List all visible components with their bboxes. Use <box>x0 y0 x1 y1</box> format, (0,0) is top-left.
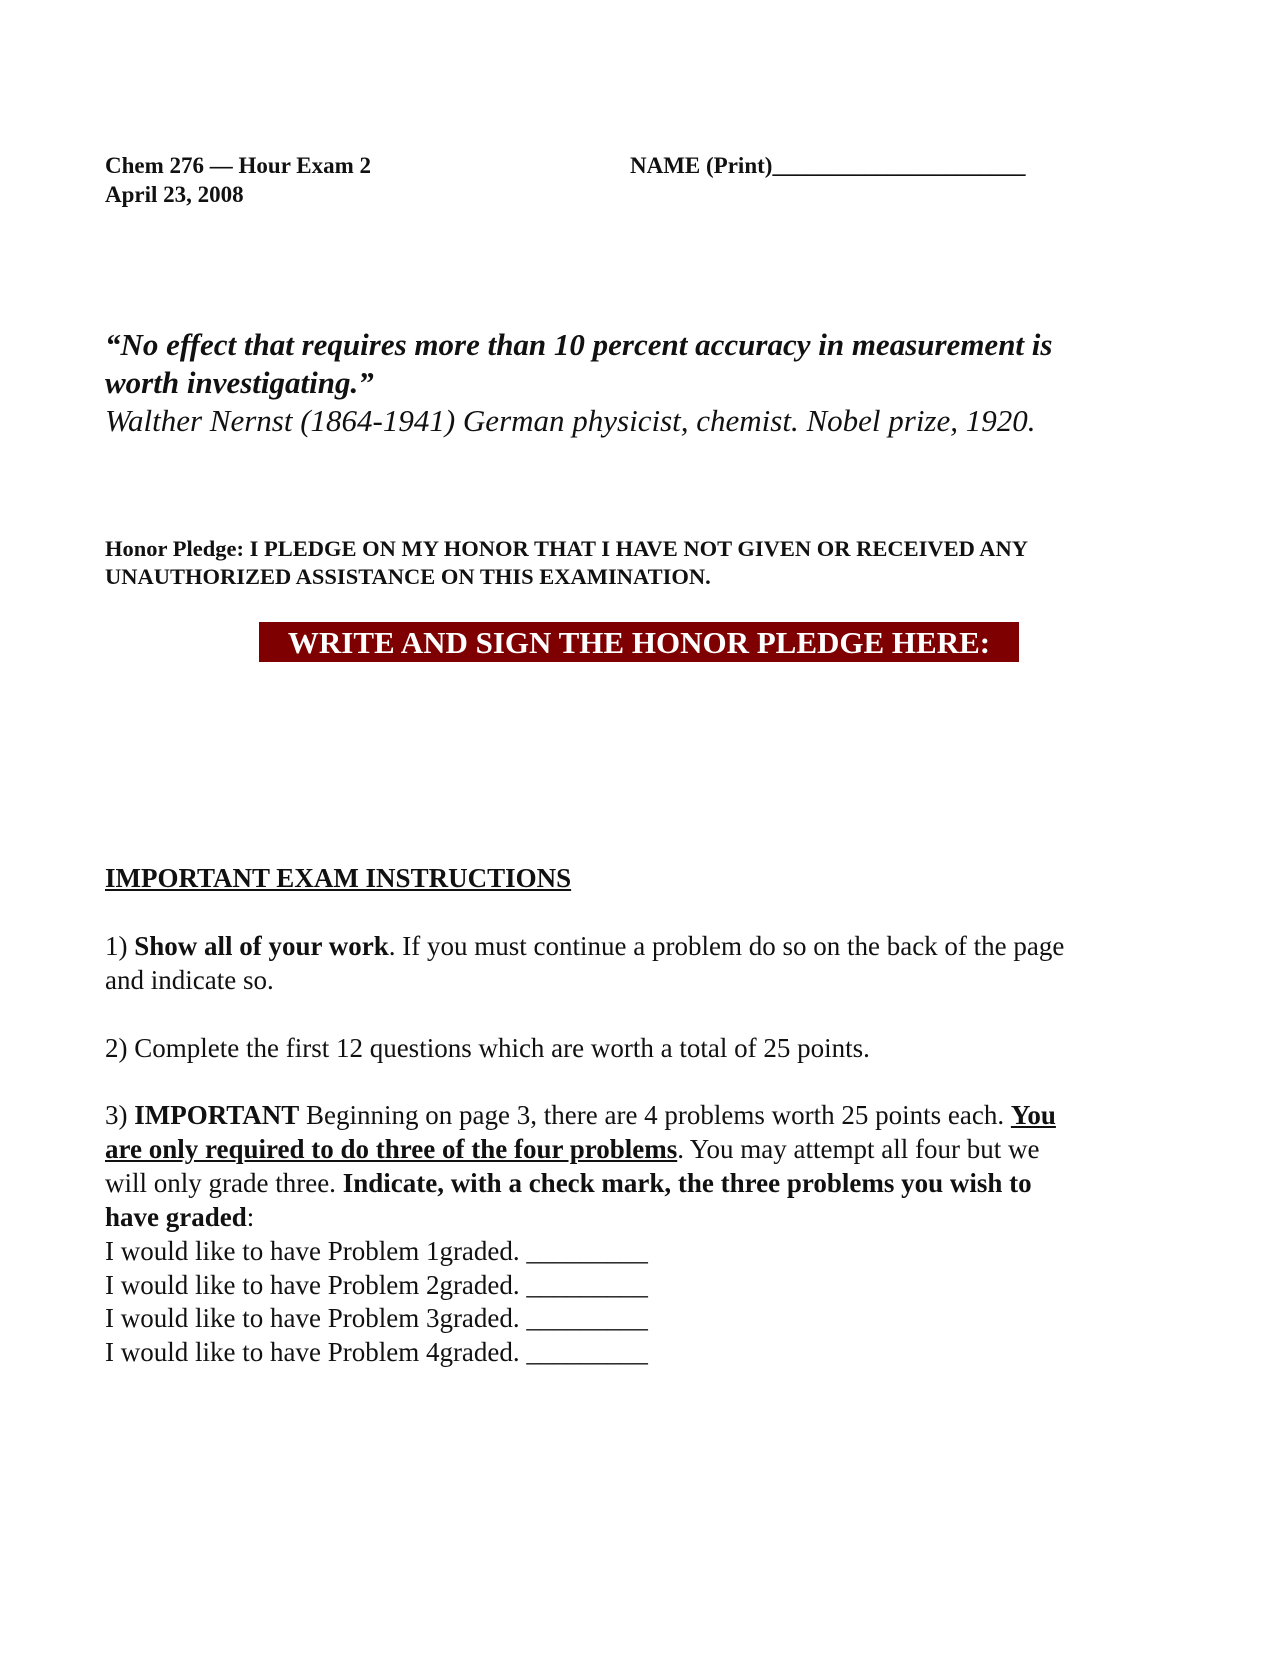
instruction-3-bold-4: have graded <box>105 1202 247 1232</box>
instruction-3-line-3 <box>105 1166 1032 1200</box>
instruction-3-important: IMPORTANT <box>134 1100 300 1130</box>
instruction-3-plain-3: will only grade three. <box>105 1168 343 1198</box>
instruction-3-rest-2: . You may attempt all four but we <box>677 1134 1040 1164</box>
instruction-1-line-1 <box>105 929 1064 963</box>
instruction-1-line-2: and indicate so. <box>105 965 274 995</box>
instruction-3-bold-3: Indicate, with a check mark, the three problems you wish to <box>342 1168 1032 1198</box>
name-field[interactable] <box>630 151 1025 180</box>
honor-pledge-line-2: UNAUTHORIZED ASSISTANCE ON THIS EXAMINATION. <box>105 564 711 589</box>
grade-line-problem-1[interactable]: I would like to have Problem 1graded. _________ <box>105 1236 648 1266</box>
instruction-3-colon: : <box>246 1202 255 1232</box>
honor-pledge-line-1: Honor Pledge: I PLEDGE ON MY HONOR THAT I HAVE NOT GIVEN OR RECEIVED ANY <box>105 536 1029 561</box>
name-label: NAME (Print) <box>630 153 773 178</box>
instruction-1-number: 1) <box>105 931 135 961</box>
quote-line-2: worth investigating.” <box>105 365 374 400</box>
grade-line-problem-2[interactable]: I would like to have Problem 2graded. _________ <box>105 1270 648 1300</box>
instruction-3-line-2 <box>105 1132 1039 1166</box>
grade-line-problem-4[interactable]: I would like to have Problem 4graded. _________ <box>105 1337 648 1367</box>
exam-date: April 23, 2008 <box>105 182 244 207</box>
instruction-3-number: 3) <box>105 1100 135 1130</box>
instruction-3-line-1 <box>105 1098 1056 1132</box>
quote-attribution: Walther Nernst (1864-1941) German physicist, chemist. Nobel prize, 1920. <box>105 403 1036 438</box>
name-blank: ______________________ <box>772 153 1026 178</box>
instruction-3-line-4 <box>105 1200 254 1234</box>
honor-pledge-banner: WRITE AND SIGN THE HONOR PLEDGE HERE: <box>259 622 1019 662</box>
instruction-3-rest-1: Beginning on page 3, there are 4 problems worth 25 points each. <box>299 1100 1011 1130</box>
course-title: Chem 276 — Hour Exam 2 <box>105 153 371 178</box>
instruction-3-underline-2: are only required to do three of the four problems <box>105 1134 678 1164</box>
instructions-title: IMPORTANT EXAM INSTRUCTIONS <box>105 863 572 893</box>
instruction-3-underline-1: You <box>1010 1100 1056 1130</box>
grade-line-problem-3[interactable]: I would like to have Problem 3graded. _________ <box>105 1303 648 1333</box>
instruction-1-bold: Show all of your work <box>134 931 389 961</box>
quote-line-1: “No effect that requires more than 10 percent accuracy in measurement is <box>105 327 1053 362</box>
instruction-2: 2) Complete the first 12 questions which are worth a total of 25 points. <box>105 1033 870 1063</box>
instruction-1-rest: . If you must continue a problem do so on the back of the page <box>388 931 1065 961</box>
